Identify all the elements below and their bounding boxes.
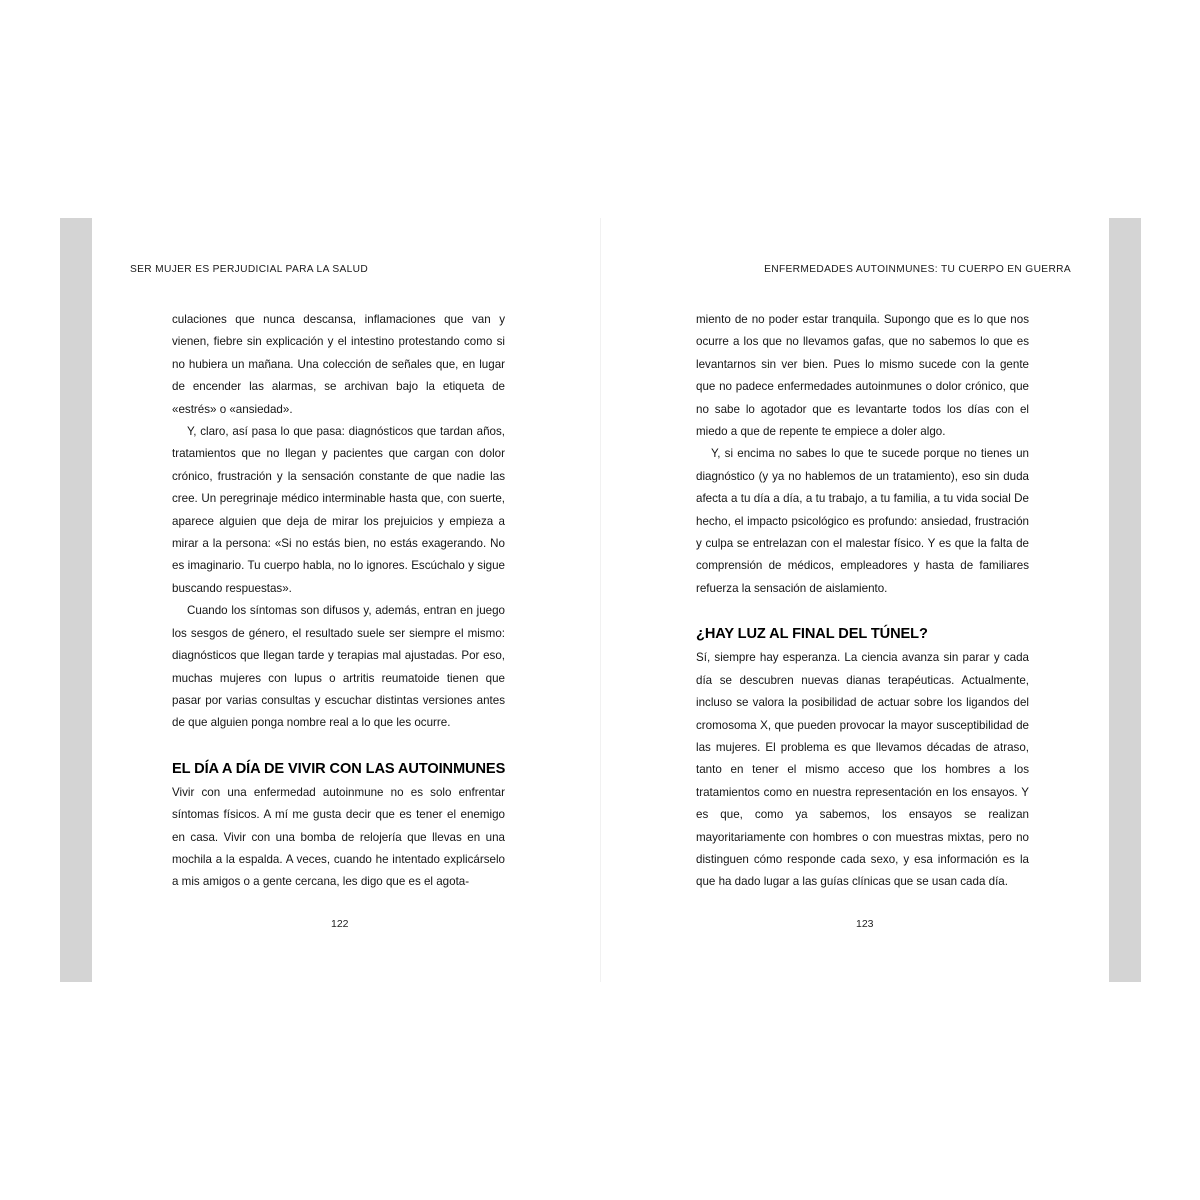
page-number-right: 123 [856, 918, 874, 930]
page-edge-left [60, 218, 92, 982]
page-edge-right [1109, 218, 1141, 982]
paragraph: Y, claro, así pasa lo que pasa: diagnósticos que tardan años, tratamientos que no llegan y pacientes que cargan con dolor crónico, frustración y la sensación constante de que nadie las cree. Un peregrinaje médico interminable hasta que, con suerte, aparece alguien que deja de mirar los prejuicios y empieza a mirar a la persona: «Si no estás bien, no estás exagerando. No es imaginario. Tu cuerpo habla, no lo ignores. Escúchalo y sigue buscando respuestas». [172, 425, 505, 595]
paragraph: Y, si encima no sabes lo que te sucede porque no tienes un diagnóstico (y ya no hablemos de un tratamiento), eso sin duda afecta a tu día a día, a tu trabajo, a tu familia, a tu vida social De hecho, el impacto psicológico es profundo: ansiedad, frustración y culpa se entrelazan con el malestar físico. Y es que la falta de comprensión de médicos, empleadores y hasta de familiares refuerza la sensación de aislamiento. [696, 447, 1029, 595]
page-number-left: 122 [331, 918, 349, 930]
paragraph: Vivir con una enfermedad autoinmune no es solo enfrentar síntomas físicos. A mí me gusta decir que es tener el enemigo en casa. Vivir con una bomba de relojería que llevas en una mochila a la espalda. A veces, cuando he intentado explicárselo a mis amigos o a gente cercana, les digo que es el agota- [172, 785, 505, 889]
paragraph: Sí, siempre hay esperanza. La ciencia avanza sin parar y cada día se descubren nuevas dianas terapéuticas. Actualmente, incluso se valora la posibilidad de actuar sobre los ligandos del cromosoma X, que pueden provocar la mayor susceptibilidad de las mujeres. El problema es que llevamos décadas de atraso, tanto en tener el mismo acceso que los hombres a los tratamientos como en nuestra representación en los ensayos. Y es que, como ya sabemos, los ensayos se realizan mayoritariamente con hombres o con muestras mixtas, pero no distinguen cómo responde cada sexo, y esa información es la que ha dado lugar a las guías clínicas que se usan cada día. [696, 651, 1029, 889]
paragraph: miento de no poder estar tranquila. Supongo que es lo que nos ocurre a los que no llevamos gafas, que no sabemos lo que es levantarnos sin ver bien. Pues lo mismo sucede con la gente que no padece enfermedades autoinmunes o dolor crónico, que no sabe lo agotador que es levantarte todos los días con el miedo a que de repente te empiece a doler algo. [696, 313, 1029, 439]
running-head-left: SER MUJER ES PERJUDICIAL PARA LA SALUD [130, 264, 369, 275]
book-spread [92, 218, 1109, 982]
section-heading-right: ¿HAY LUZ AL FINAL DEL TÚNEL? [696, 626, 928, 643]
running-head-right: ENFERMEDADES AUTOINMUNES: TU CUERPO EN GUERRA [764, 264, 1071, 275]
paragraph: Cuando los síntomas son difusos y, además, entran en juego los sesgos de género, el resultado suele ser siempre el mismo: diagnósticos que llegan tarde y terapias mal ajustadas. Por eso, muchas mujeres con lupus o artritis reumatoide tienen que pasar por varias consultas y escuchar distintas versiones antes de que alguien ponga nombre real a lo que les ocurre. [172, 604, 505, 730]
book-gutter [600, 218, 601, 982]
paragraph: culaciones que nunca descansa, inflamaciones que van y vienen, fiebre sin explicación y el intestino protestando como si no hubiera un mañana. Una colección de señales que, en lugar de encender las alarmas, se archivan bajo la etiqueta de «estrés» o «ansiedad». [172, 313, 505, 416]
section-heading-left: EL DÍA A DÍA DE VIVIR CON LAS AUTOINMUNES [172, 760, 506, 777]
left-page-body [172, 309, 505, 894]
right-page-body [696, 309, 1029, 894]
